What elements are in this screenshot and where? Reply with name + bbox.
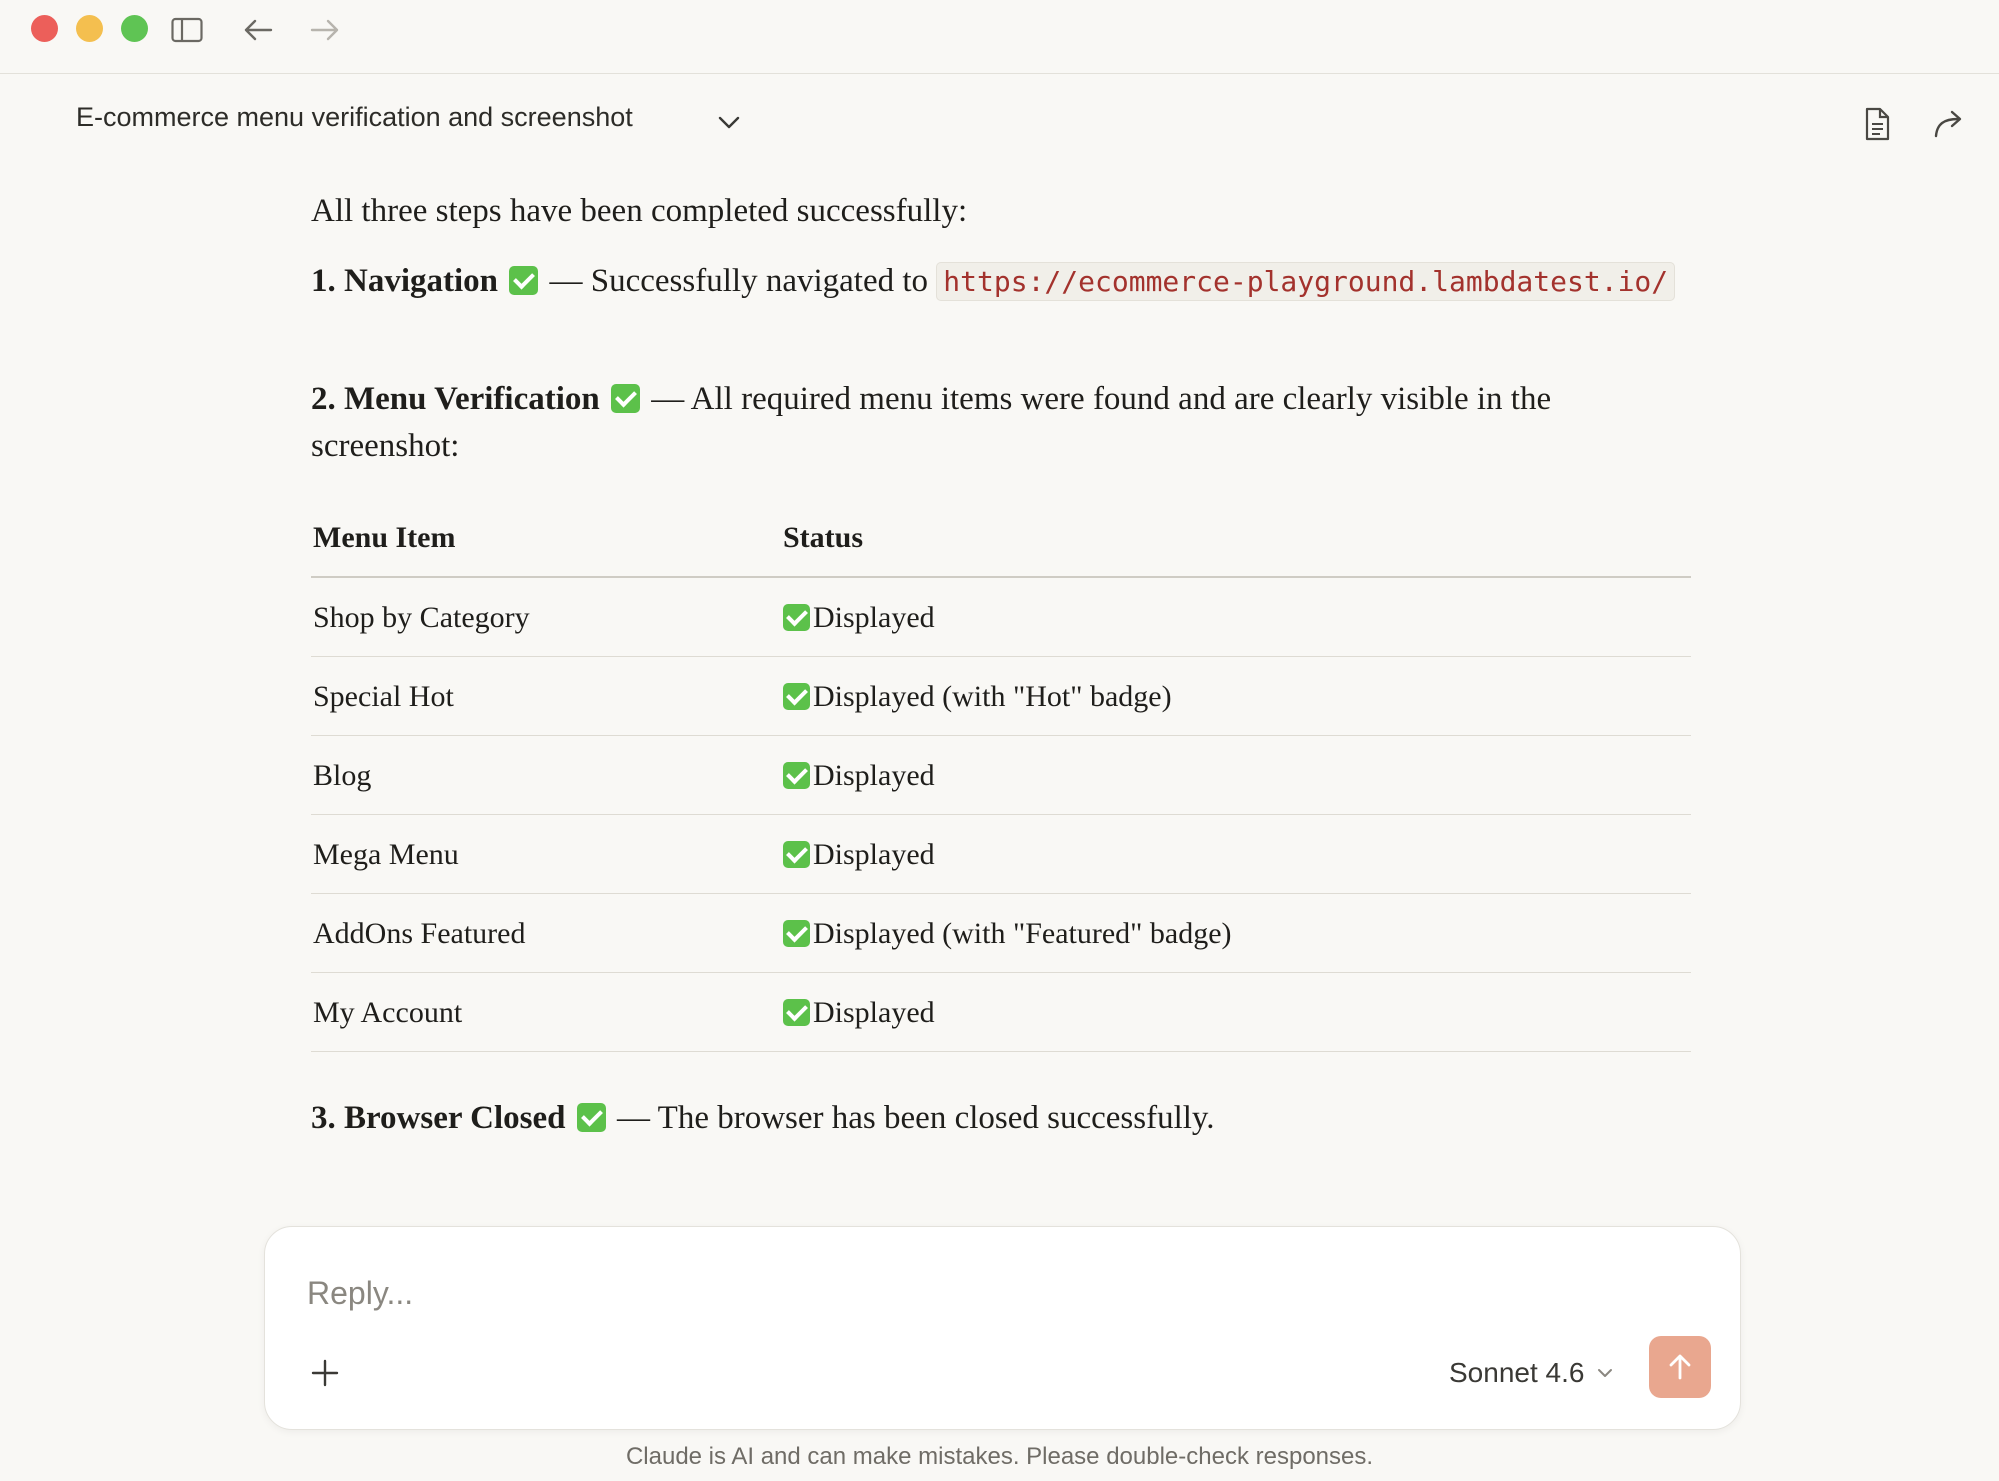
table-row <box>311 577 1691 657</box>
sidebar-toggle-icon[interactable] <box>170 13 204 47</box>
document-icon[interactable] <box>1857 104 1897 144</box>
check-mark-icon <box>783 920 810 947</box>
step-navigation <box>311 258 1691 305</box>
column-header-status: Status <box>781 498 1691 577</box>
step-title: 3. Browser Closed <box>311 1100 566 1136</box>
status-cell <box>781 657 1691 736</box>
minimize-window-button[interactable] <box>76 15 103 42</box>
check-mark-icon <box>783 841 810 868</box>
intro-text: All three steps have been completed successfully: <box>311 193 968 229</box>
status-cell <box>781 736 1691 815</box>
status-cell <box>781 894 1691 973</box>
table-row <box>311 736 1691 815</box>
arrow-up-icon <box>1667 1353 1693 1381</box>
step-text: — The browser has been closed successfully. <box>608 1100 1215 1136</box>
chevron-down-icon[interactable] <box>714 108 744 136</box>
menu-item-cell: Blog <box>311 736 781 815</box>
reply-input[interactable] <box>305 1267 1609 1319</box>
add-attachment-button[interactable] <box>305 1353 345 1393</box>
back-arrow-icon[interactable] <box>241 13 275 47</box>
send-button[interactable] <box>1649 1336 1711 1398</box>
table-header-row <box>311 498 1691 577</box>
status-text: Displayed <box>813 758 935 792</box>
status-text: Displayed (with "Hot" badge) <box>813 679 1172 713</box>
model-name: Sonnet 4.6 <box>1449 1357 1585 1388</box>
status-text: Displayed (with "Featured" badge) <box>813 916 1232 950</box>
check-mark-icon <box>783 762 810 789</box>
menu-item-cell: My Account <box>311 973 781 1052</box>
status-cell <box>781 973 1691 1052</box>
status-cell <box>781 815 1691 894</box>
menu-item-cell: Special Hot <box>311 657 781 736</box>
plus-icon <box>310 1358 340 1388</box>
model-selector[interactable] <box>1449 1351 1614 1395</box>
menu-table <box>311 498 1691 1052</box>
chevron-down-icon <box>1596 1367 1614 1379</box>
disclaimer-text: Claude is AI and can make mistakes. Please double-check responses. <box>625 1443 1374 1470</box>
conversation-title[interactable]: E-commerce menu verification and screenshot <box>76 102 633 132</box>
status-text: Displayed <box>813 837 935 871</box>
check-mark-icon <box>783 604 810 631</box>
status-text: Displayed <box>813 600 935 634</box>
maximize-window-button[interactable] <box>121 15 148 42</box>
step-title: 1. Navigation <box>311 263 499 299</box>
table-row <box>311 973 1691 1052</box>
check-mark-icon <box>509 266 538 295</box>
column-header-menu-item: Menu Item <box>311 498 781 577</box>
step-text: — Successfully navigated to <box>541 263 937 299</box>
reply-composer <box>264 1226 1741 1430</box>
step-title: 2. Menu Verification <box>311 381 600 417</box>
step-text: — All required menu items were found and are clearly visible in the screenshot: <box>311 381 1552 464</box>
status-cell <box>781 577 1691 657</box>
menu-item-cell: Mega Menu <box>311 815 781 894</box>
table-row <box>311 657 1691 736</box>
check-mark-icon <box>783 999 810 1026</box>
forward-arrow-icon[interactable] <box>308 13 342 47</box>
table-row <box>311 815 1691 894</box>
check-mark-icon <box>783 683 810 710</box>
menu-item-cell: AddOns Featured <box>311 894 781 973</box>
check-mark-icon <box>611 384 640 413</box>
close-window-button[interactable] <box>31 15 58 42</box>
step-menu-verification <box>311 376 1691 470</box>
table-row <box>311 894 1691 973</box>
share-icon[interactable] <box>1930 104 1970 144</box>
window-titlebar <box>0 0 1999 74</box>
check-mark-icon <box>577 1103 606 1132</box>
menu-item-cell: Shop by Category <box>311 577 781 657</box>
step-browser-closed <box>311 1095 1691 1142</box>
status-text: Displayed <box>813 995 935 1029</box>
url-code: https://ecommerce-playground.lambdatest.io/ <box>936 262 1675 301</box>
